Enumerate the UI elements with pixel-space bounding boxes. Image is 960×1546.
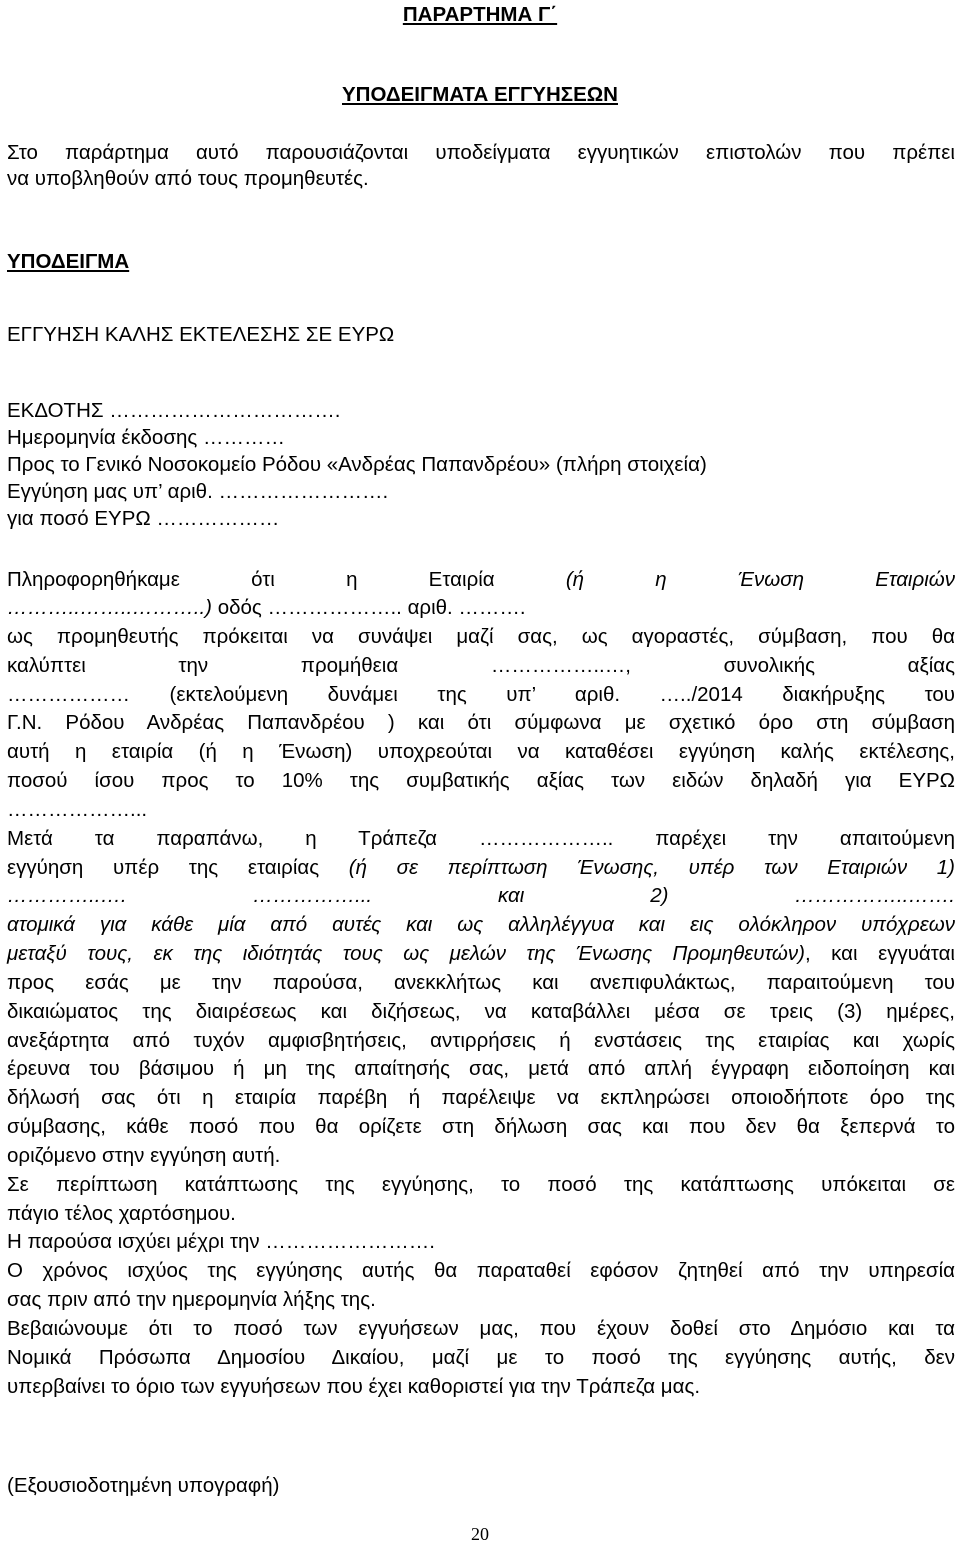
text-run: οδός ……………….. αριθ. ……….: [212, 596, 526, 619]
body-line: Η παρούσα ισχύει μέχρι την …………………….: [7, 1230, 436, 1253]
sample-heading: ΥΠΟΔΕΙΓΜΑ: [7, 250, 130, 273]
body-line: ανεξάρτητα από τυχόν αμφισβητήσεις, αντιρρήσεις ή ενστάσεις της εταιρίας και χωρίς: [7, 1029, 955, 1052]
body-line: καλύπτει την προμήθεια ……………..…, συνολικής αξίας: [7, 654, 955, 677]
intro-line-1: Στο παράρτημα αυτό παρουσιάζονται υποδείγματα εγγυητικών επιστολών που πρέπει: [7, 141, 955, 164]
section-title: ΥΠΟΔΕΙΓΜΑΤΑ ΕΓΓΥΗΣΕΩΝ: [342, 83, 618, 106]
body-line: έρευνα του βάσιμου ή μη της απαίτησής σας, μετά από απλή έγγραφη ειδοποίηση και: [7, 1057, 955, 1080]
body-line: [7, 567, 955, 593]
text-run: , και εγγυάται: [804, 942, 955, 965]
page-number: 20: [471, 1524, 489, 1544]
text-run-italic: ………..……..………..): [7, 596, 212, 619]
text-run-italic: (ή σε περίπτωση Ένωσης, υπέρ των Εταιριών 1): [348, 856, 956, 879]
signature-label: (Εξουσιοδοτημένη υπογραφή): [7, 1474, 280, 1497]
appendix-title: ΠΑΡΑΡΤΗΜΑ Γ΄: [402, 3, 558, 26]
text-run-italic: …………..…. ……………...: [7, 884, 373, 907]
body-line: ……………… (εκτελούμενη δυνάμει της υπ’ αριθ. …../2014 διακήρυξης του: [7, 683, 955, 706]
body-line: [7, 855, 955, 881]
field-issuer: ΕΚΔΟΤΗΣ …………………………….: [7, 399, 341, 422]
text-run: Πληροφορηθήκαμε ότι η Εταιρία: [7, 568, 566, 591]
body-line: σύμβασης, κάθε ποσό που θα ορίζετε στη δήλωση σας και που δεν θα ξεπερνά το: [7, 1115, 955, 1138]
intro-line-2: να υποβληθούν από τους προμηθευτές.: [7, 167, 369, 190]
text-run-italic: ……………..…….: [668, 884, 955, 907]
text-run-italic: και 2): [372, 884, 669, 907]
body-line: Σε περίπτωση κατάπτωσης της εγγύησης, το ποσό της κατάπτωσης υπόκειται σε: [7, 1173, 955, 1196]
body-line: δήλωσή σας ότι η εταιρία παρέβη ή παρέλειψε να εκπληρώσει οποιοδήποτε όρο της: [7, 1086, 955, 1109]
body-line: ως προμηθευτής πρόκειται να συνάψει μαζί σας, ως αγοραστές, σύμβαση, που θα: [7, 625, 955, 648]
body-line: ………………...: [7, 798, 148, 821]
body-line: Βεβαιώνουμε ότι το ποσό των εγγυήσεων μας, που έχουν δοθεί στο Δημόσιο και τα: [7, 1317, 955, 1340]
text-run: εγγύηση υπέρ της εταιρίας: [7, 856, 349, 879]
text-run-italic: (ή η Ένωση Εταιριών: [565, 568, 955, 591]
body-line: [7, 595, 955, 621]
body-line: ποσού ίσου προς το 10% της συμβατικής αξίας των ειδών δηλαδή για ΕΥΡΩ: [7, 769, 955, 792]
body-line: πάγιο τέλος χαρτόσημου.: [7, 1202, 236, 1225]
body-line: ατομικά για κάθε μία από αυτές και ως αλληλέγγυα και εις ολόκληρον υπόχρεων: [7, 913, 955, 936]
body-line: Ο χρόνος ισχύος της εγγύησης αυτής θα παραταθεί εφόσον ζητηθεί από την υπηρεσία: [7, 1259, 955, 1282]
body-line: Νομικά Πρόσωπα Δημοσίου Δικαίου, μαζί με το ποσό της εγγύησης αυτής, δεν: [7, 1346, 955, 1369]
body-line: προς εσάς με την παρούσα, ανεκκλήτως και ανεπιφυλάκτως, παραιτούμενη του: [7, 971, 955, 994]
guarantee-title: ΕΓΓΥΗΣΗ ΚΑΛΗΣ ΕΚΤΕΛΕΣΗΣ ΣΕ ΕΥΡΩ: [7, 323, 395, 346]
body-line: Γ.Ν. Ρόδου Ανδρέας Παπανδρέου ) και ότι σύμφωνα με σχετικό όρο στη σύμβαση: [7, 711, 955, 734]
body-line: οριζόμενο στην εγγύηση αυτή.: [7, 1144, 281, 1167]
field-amount: για ποσό ΕΥΡΩ ………………: [7, 507, 280, 530]
body-line: Μετά τα παραπάνω, η Τράπεζα ……………….. παρέχει την απαιτούμενη: [7, 827, 955, 850]
body-line: υπερβαίνει το όριο των εγγυήσεων που έχει καθοριστεί για την Τράπεζα μας.: [7, 1375, 701, 1398]
field-guarantee-number: Εγγύηση μας υπ’ αριθ. …………………….: [7, 480, 389, 503]
body-line: δικαιώματος της διαιρέσεως και διζήσεως, να καταβάλλει μέσα σε τρεις (3) ημέρες,: [7, 1000, 955, 1023]
field-issue-date: Ημερομηνία έκδοσης …………: [7, 426, 285, 449]
body-line: [7, 883, 955, 909]
body-line: σας πριν από την ημερομηνία λήξης της.: [7, 1288, 376, 1311]
field-recipient: Προς το Γενικό Νοσοκομείο Ρόδου «Ανδρέας Παπανδρέου» (πλήρη στοιχεία): [7, 453, 707, 476]
body-line: [7, 941, 955, 967]
text-run-italic: μεταξύ τους, εκ της ιδιότητάς τους ως μελών της Ένωσης Προμηθευτών): [7, 942, 805, 965]
body-line: αυτή η εταιρία (ή η Ένωση) υποχρεούται να καταθέσει εγγύηση καλής εκτέλεσης,: [7, 740, 955, 763]
